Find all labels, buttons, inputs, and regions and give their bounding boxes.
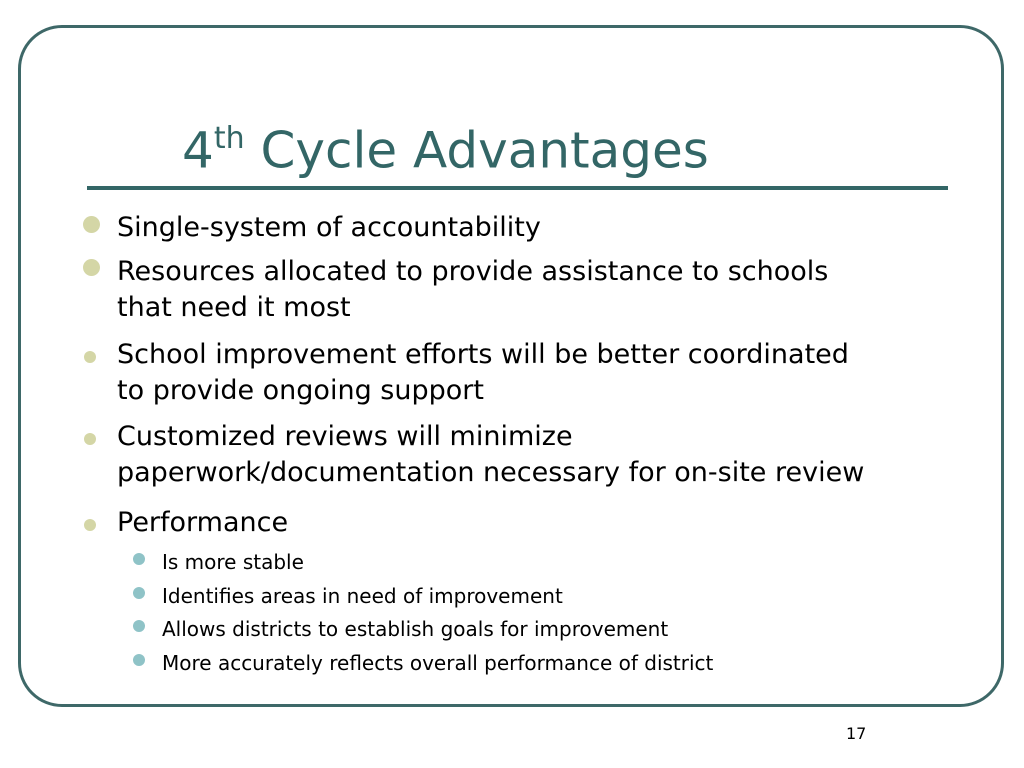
bullet-text (117, 505, 957, 541)
bullet-line: that need it most (117, 292, 351, 323)
bullet-line: to provide ongoing support (117, 375, 484, 406)
bullet-dot-icon (83, 216, 100, 233)
bullet-line: paperwork/documentation necessary for on-site review (117, 457, 865, 488)
sub-bullet-text: Is more stable (162, 550, 304, 574)
slide-title (182, 108, 709, 184)
title-superscript: th (213, 121, 245, 156)
bullet-dot-icon (84, 433, 96, 445)
sub-bullet-dot-icon (133, 587, 145, 599)
bullet-line: Resources allocated to provide assistance to schools (117, 256, 829, 287)
bullet-line: School improvement efforts will be better coordinated (117, 339, 849, 370)
sub-bullet-text: Identifies areas in need of improvement (162, 584, 563, 608)
sub-bullet-dot-icon (133, 553, 145, 565)
bullet-dot-icon (83, 259, 100, 276)
slide-page-number: 17 (846, 724, 867, 743)
sub-bullet-text: More accurately reflects overall performance of district (162, 651, 714, 675)
title-number: 4 (182, 121, 214, 180)
bullet-dot-icon (84, 519, 96, 531)
sub-bullet-text: Allows districts to establish goals for improvement (162, 617, 669, 641)
sub-bullet-dot-icon (133, 654, 145, 666)
sub-bullet-dot-icon (133, 620, 145, 632)
bullet-text (117, 419, 957, 491)
bullet-line: Performance (117, 507, 289, 538)
title-text: Cycle Advantages (260, 121, 709, 180)
title-divider (87, 186, 948, 190)
bullet-text (117, 254, 957, 326)
bullet-line: Customized reviews will minimize (117, 421, 573, 452)
bullet-line: Single-system of accountability (117, 212, 541, 243)
bullet-text (117, 210, 957, 246)
bullet-dot-icon (84, 351, 96, 363)
bullet-text (117, 337, 957, 409)
